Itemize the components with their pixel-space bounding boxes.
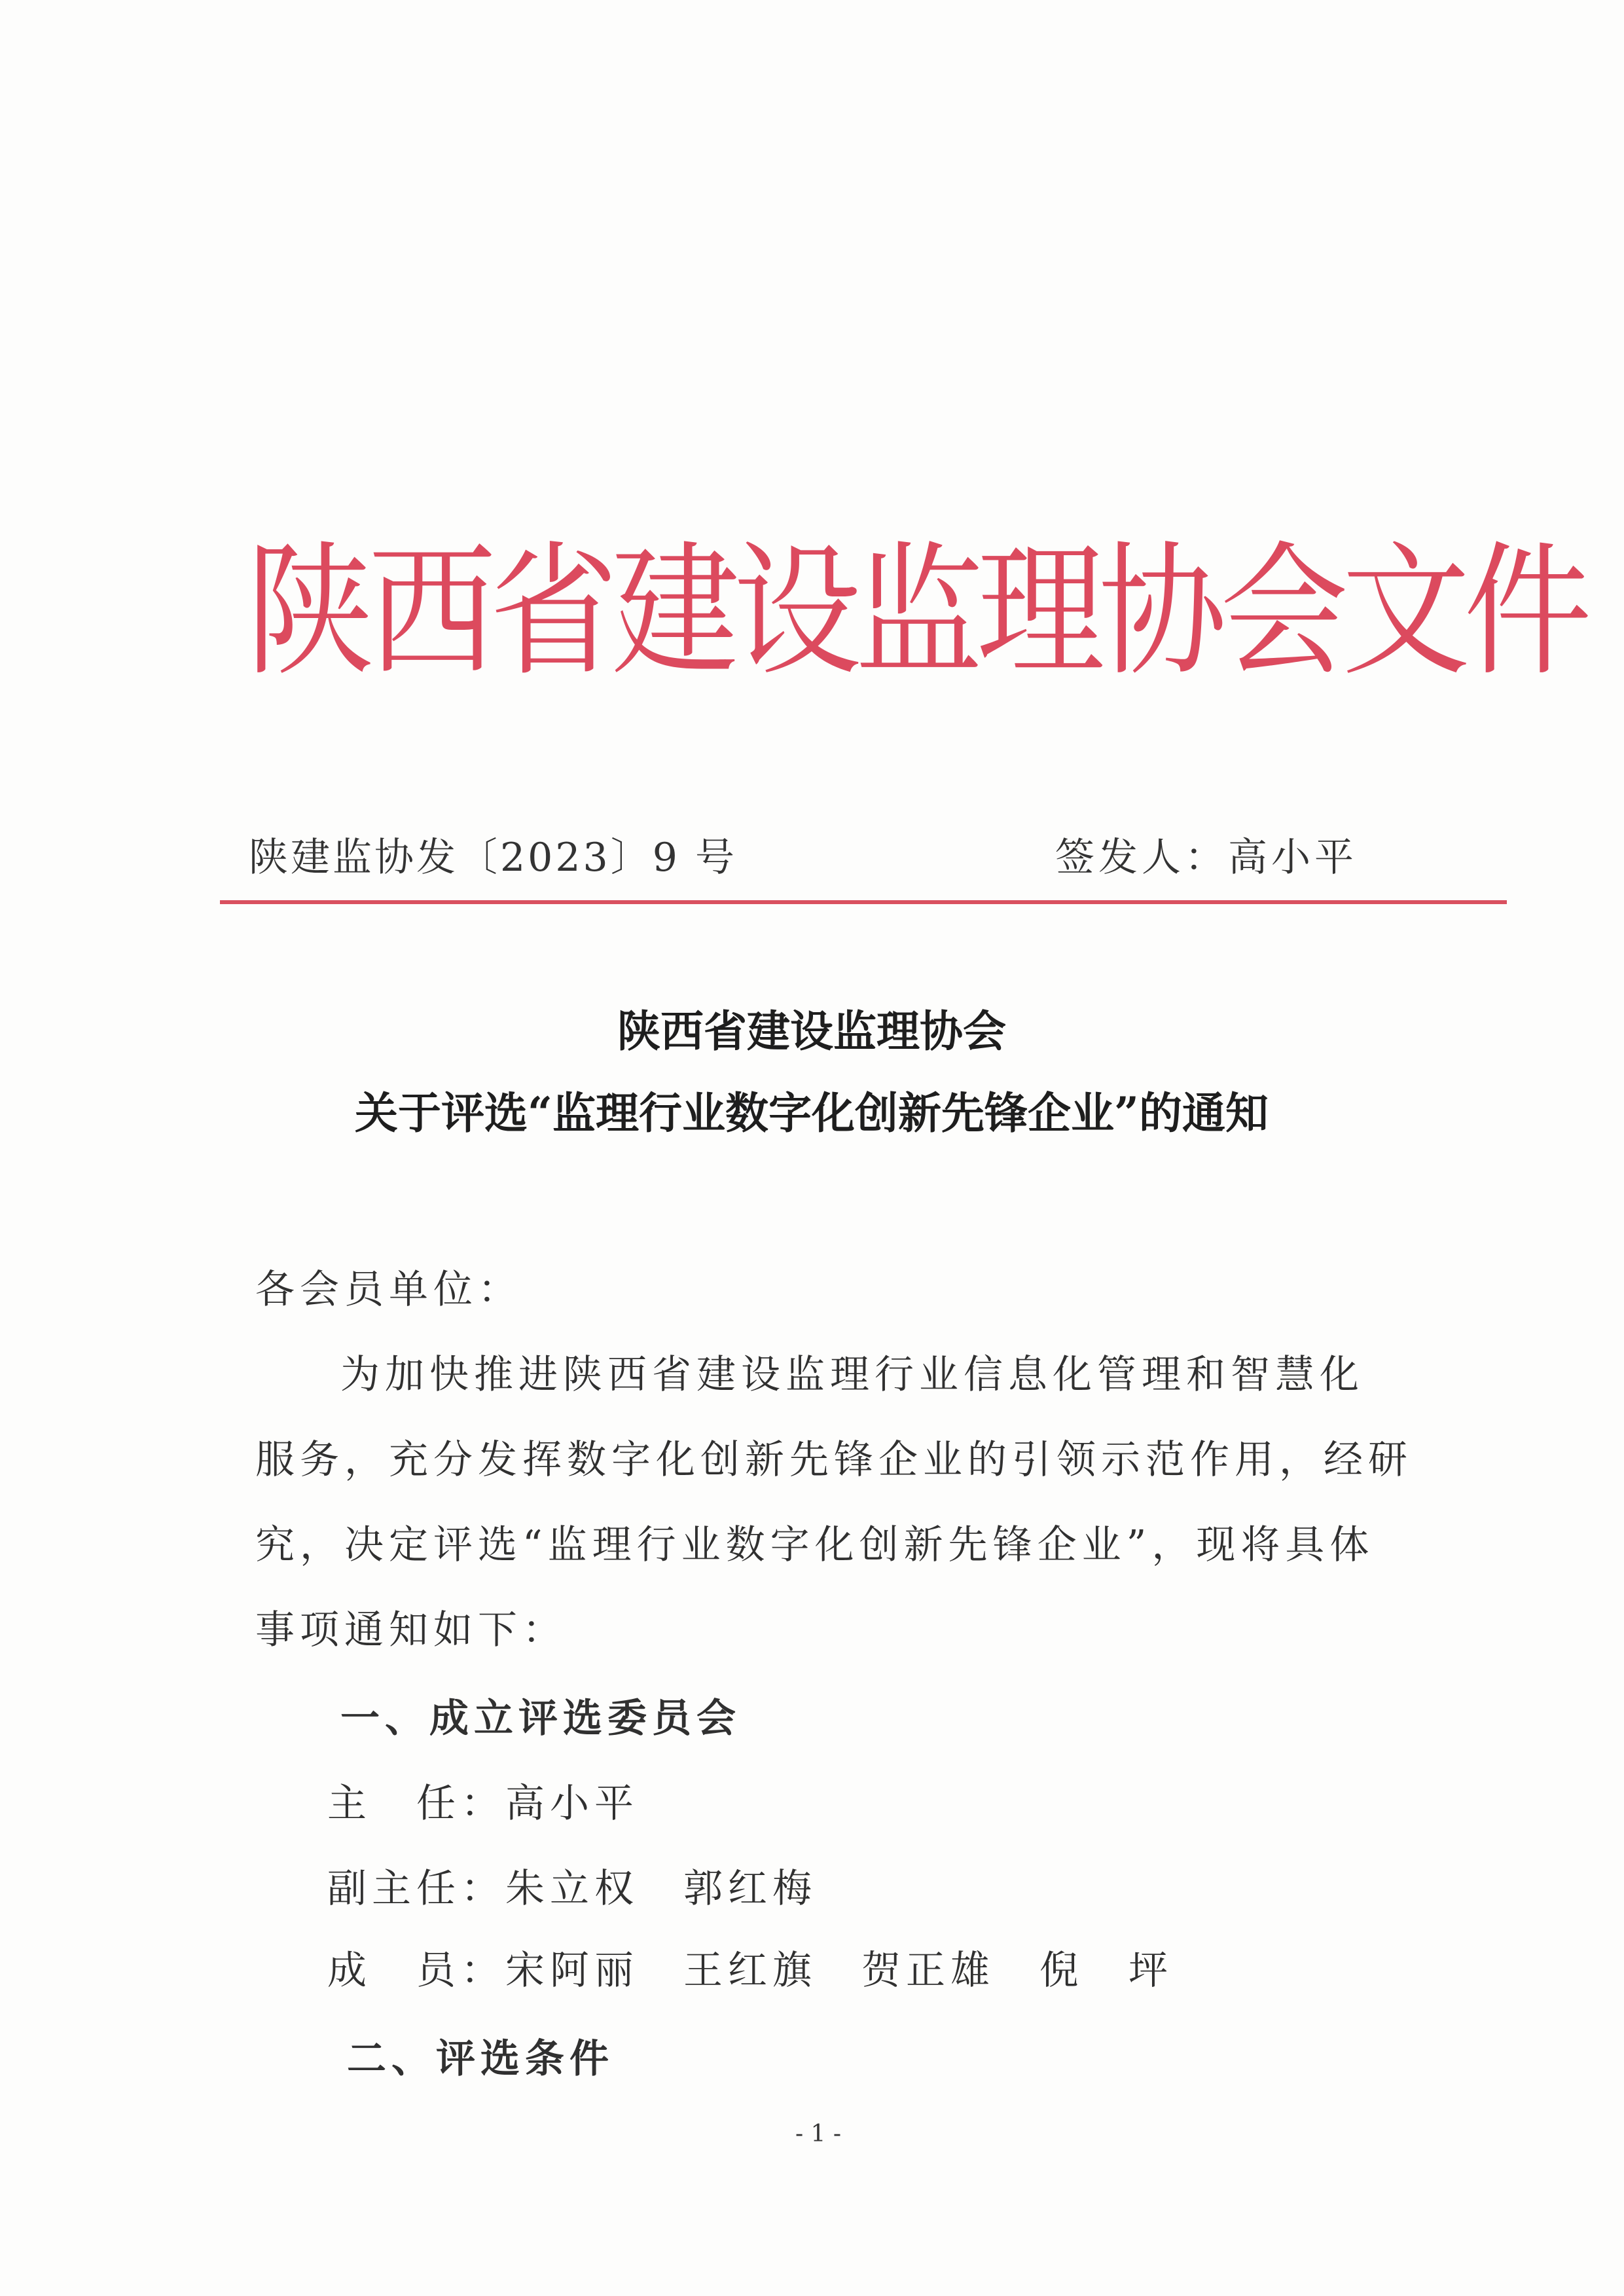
signer: 签发人：高小平	[1055, 835, 1358, 881]
committee-deputy: 副主任：朱立权 郭红梅	[327, 1866, 817, 1912]
paragraph-line: 究，决定评选“监理行业数字化创新先锋企业”，现将具体	[255, 1522, 1375, 1568]
masthead-title: 陕西省建设监理协会文件	[246, 528, 1586, 696]
paragraph-line: 服务，充分发挥数字化创新先锋企业的引领示范作用，经研	[255, 1437, 1413, 1483]
red-divider-line	[220, 900, 1507, 904]
paragraph-line: 为加快推进陕西省建设监理行业信息化管理和智慧化	[340, 1352, 1364, 1398]
section-heading-criteria: 二、评选条件	[347, 2036, 614, 2082]
notice-title-line-1: 陕西省建设监理协会	[617, 1006, 1006, 1057]
notice-title-line-2: 关于评选“监理行业数字化创新先锋企业”的通知	[355, 1087, 1269, 1139]
document-number: 陕建监协发〔2023〕9 号	[249, 835, 737, 881]
paragraph-line: 事项通知如下：	[255, 1607, 567, 1653]
committee-director: 主 任：高小平	[327, 1781, 639, 1827]
page-number: - 1 -	[795, 2121, 842, 2147]
committee-members: 成 员：宋阿丽 王红旗 贺正雄 倪 坪	[327, 1948, 1173, 1994]
salutation: 各会员单位：	[255, 1267, 522, 1313]
section-heading-committee: 一、成立评选委员会	[340, 1696, 741, 1741]
